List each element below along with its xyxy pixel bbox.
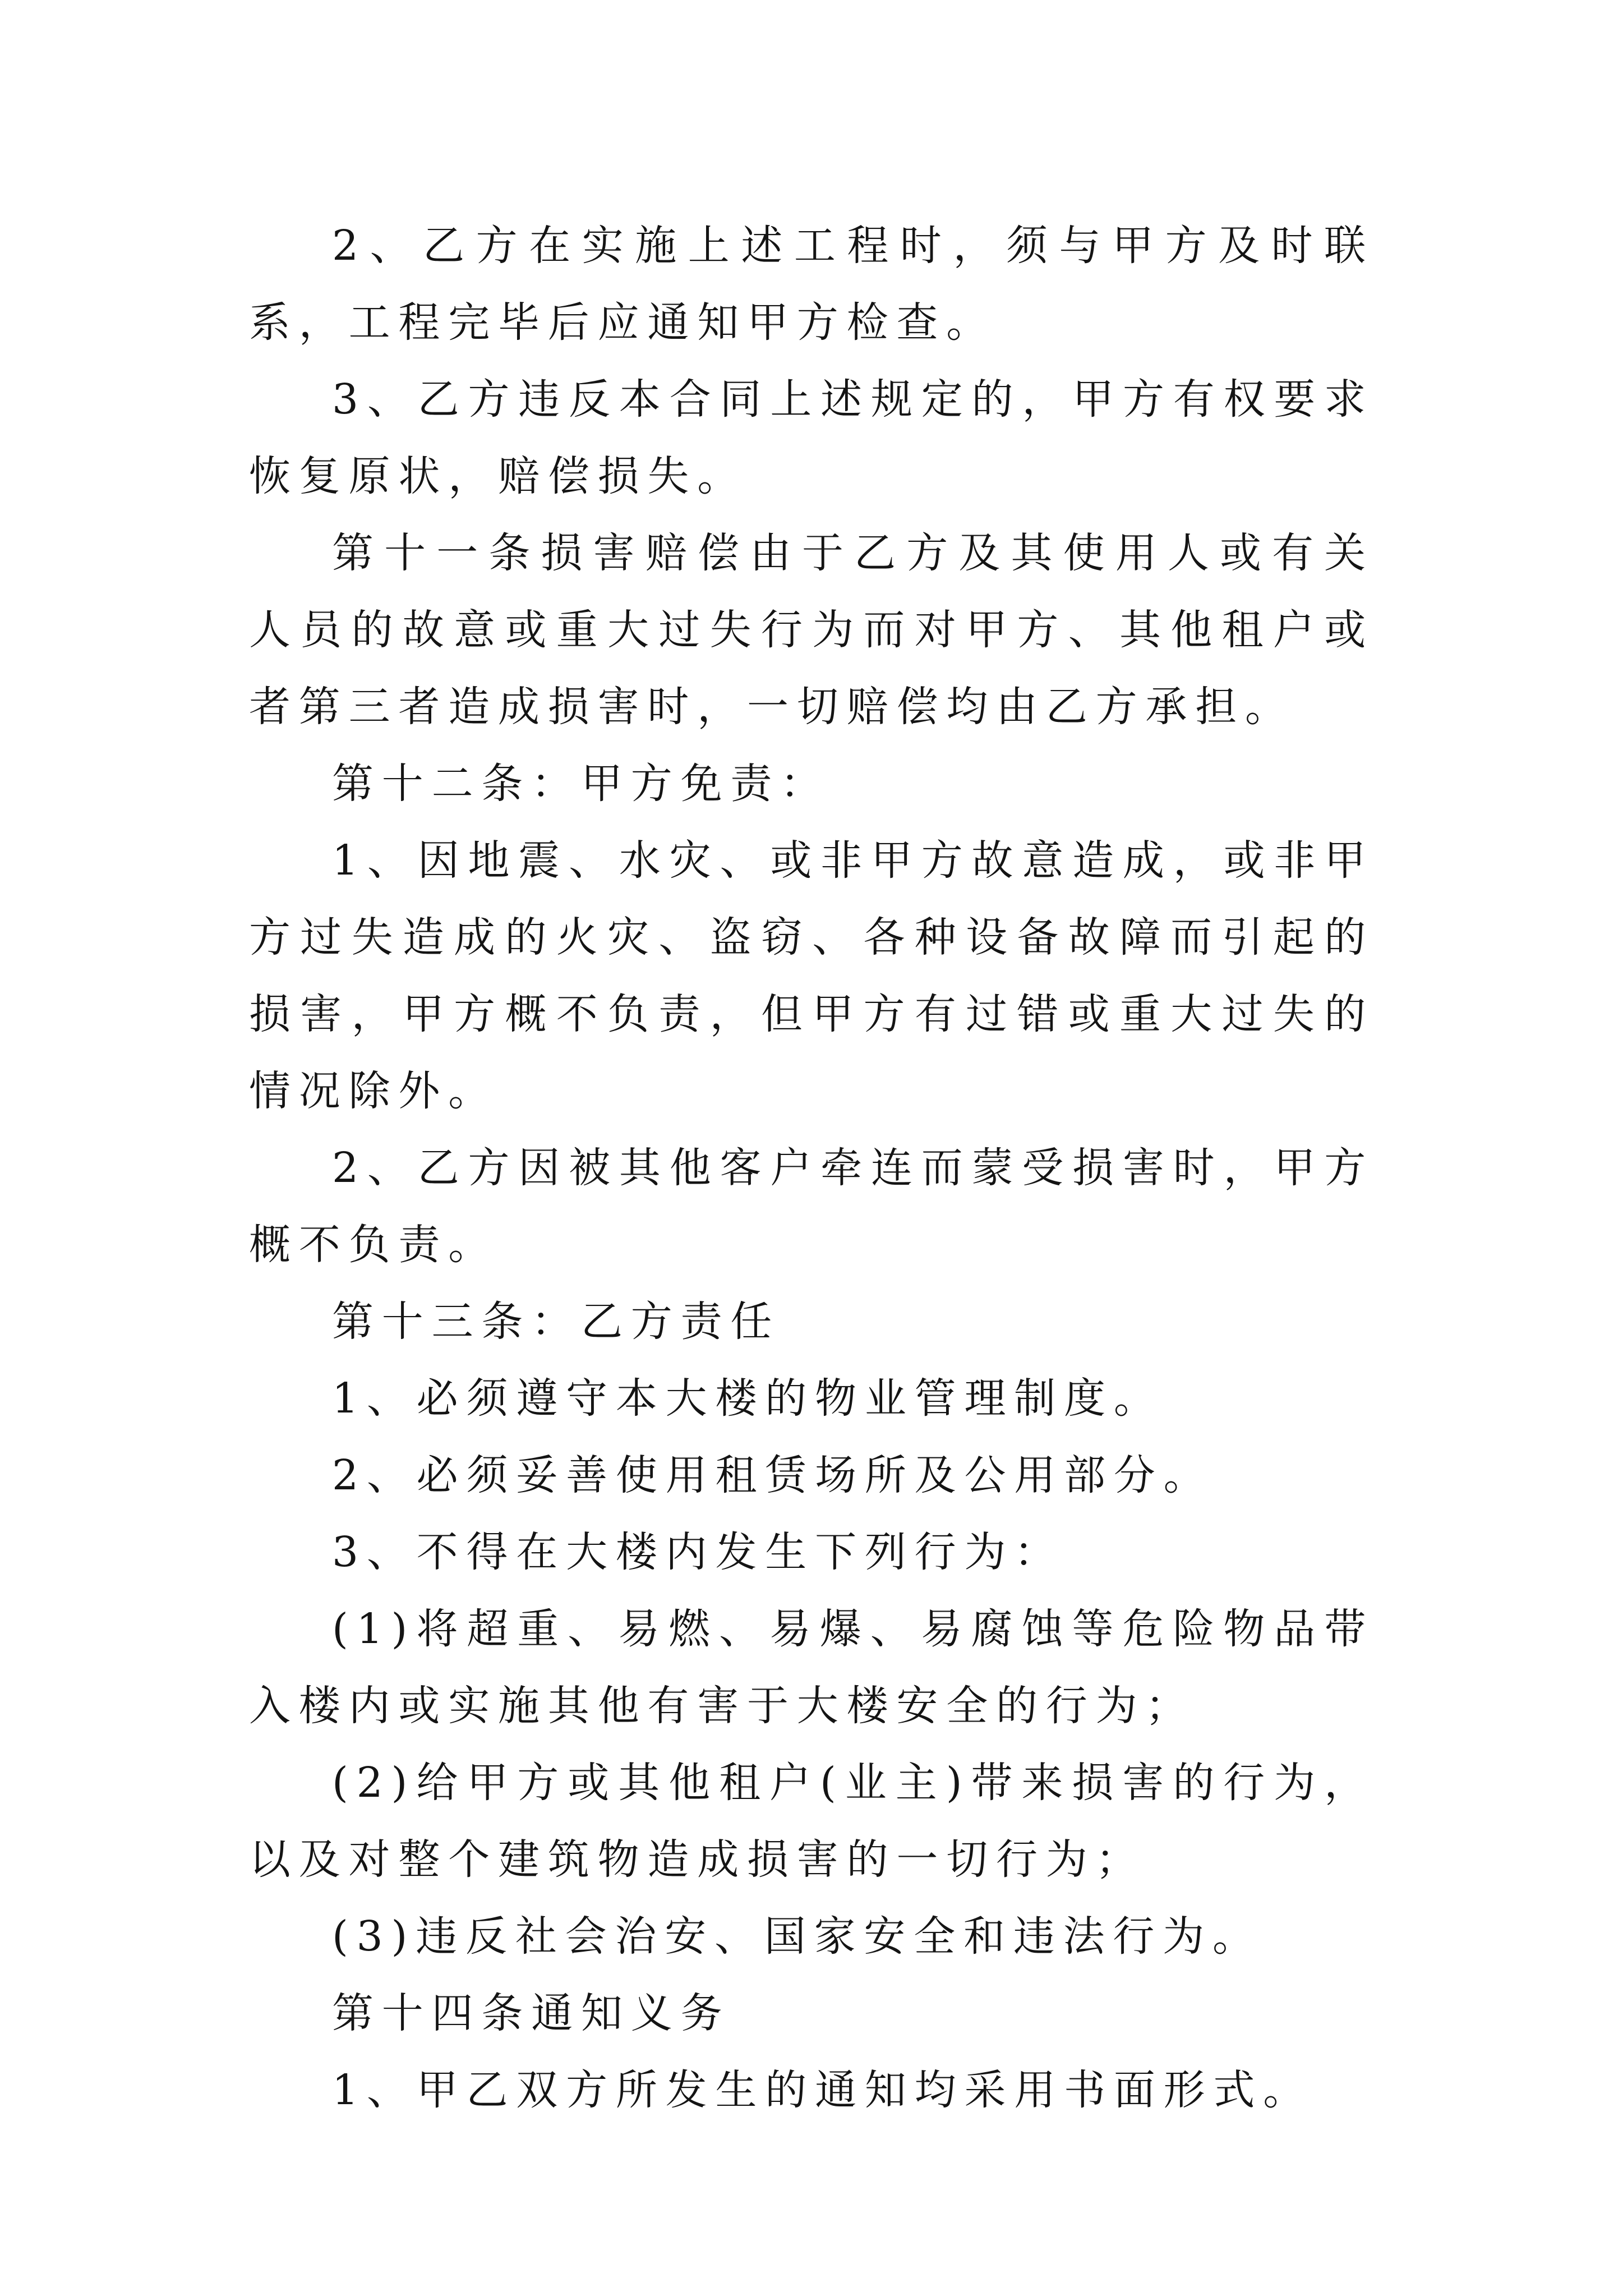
- section-heading: 第十三条：乙方责任: [332, 1297, 781, 1346]
- paragraph: 3、乙方违反本合同上述规定的，甲方有权要求恢复原状，赔偿损失。: [249, 375, 1374, 500]
- paragraph: 1、因地震、水灾、或非甲方故意造成，或非甲方过失造成的火灾、盗窃、各种设备故障而引起的损害，甲方概不负责，但甲方有过错或重大过失的情况除外。: [249, 836, 1374, 1115]
- list-item: (3)违反社会治安、国家安全和违法行为。: [332, 1912, 1262, 1961]
- paragraph: 2、乙方因被其他客户牵连而蒙受损害时，甲方概不负责。: [249, 1144, 1374, 1269]
- paragraph: 2、必须妥善使用租赁场所及公用部分。: [332, 1451, 1214, 1499]
- section-heading: 第十二条：甲方免责：: [332, 760, 830, 808]
- section-heading: 第十四条通知义务: [332, 1989, 731, 2037]
- paragraph: 第十一条损害赔偿由于乙方及其使用人或有关人员的故意或重大过失行为而对甲方、其他租户或者第三者造成损害时，一切赔偿均由乙方承担。: [249, 529, 1374, 731]
- paragraph: 1、必须遵守本大楼的物业管理制度。: [332, 1374, 1164, 1423]
- paragraph: 1、甲乙双方所发生的通知均采用书面形式。: [332, 2066, 1313, 2114]
- paragraph: 2、乙方在实施上述工程时，须与甲方及时联系，工程完毕后应通知甲方检查。: [249, 222, 1374, 347]
- document-body: [249, 208, 1374, 2129]
- list-item: (2)给甲方或其他租户(业主)带来损害的行为，以及对整个建筑物造成损害的一切行为；: [249, 1759, 1374, 1884]
- list-item: (1)将超重、易燃、易爆、易腐蚀等危险物品带入楼内或实施其他有害于大楼安全的行为；: [249, 1605, 1374, 1730]
- paragraph: 3、不得在大楼内发生下列行为：: [332, 1528, 1064, 1576]
